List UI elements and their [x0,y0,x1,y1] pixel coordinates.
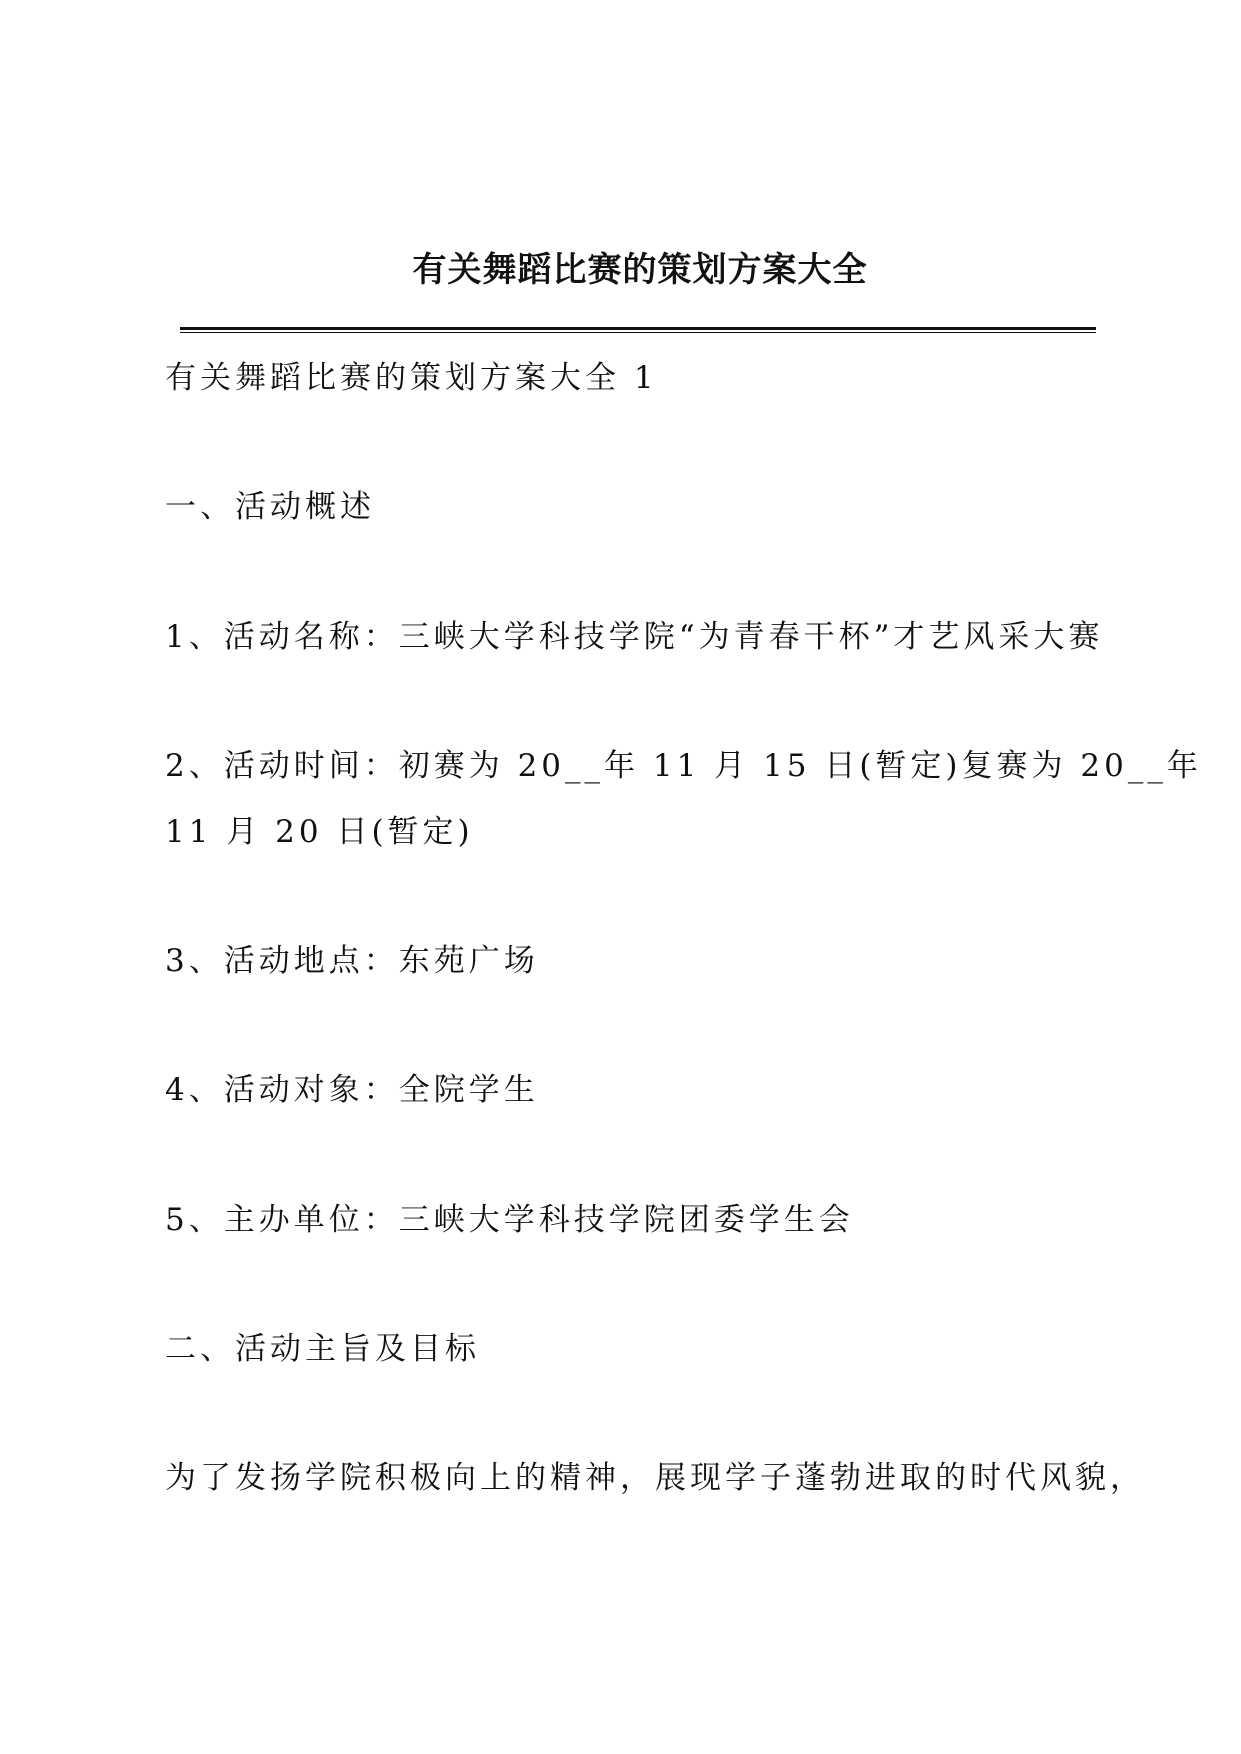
section-subtitle: 有关舞蹈比赛的策划方案大全 1 [165,360,658,396]
list-item-activity-location: 3、活动地点：东苑广场 [165,943,539,979]
divider-thin-line [180,332,1096,333]
list-item-activity-name: 1、活动名称：三峡大学科技学院“为青春干杯”才艺风采大赛 [165,619,1104,655]
list-item-organizer: 5、主办单位：三峡大学科技学院团委学生会 [165,1202,854,1238]
section-heading-goals: 二、活动主旨及目标 [165,1331,480,1367]
divider-thick-line [180,327,1096,330]
list-item-activity-audience: 4、活动对象：全院学生 [165,1072,539,1108]
list-item-activity-time-line-2: 11 月 20 日(暂定) [165,814,474,850]
document-title: 有关舞蹈比赛的策划方案大全 [412,250,868,290]
title-divider [180,327,1096,333]
list-item-activity-time-line-1: 2、活动时间：初赛为 20__年 11 月 15 日(暂定)复赛为 20__年 [165,748,1202,784]
section-heading-overview: 一、活动概述 [165,489,375,525]
body-paragraph: 为了发扬学院积极向上的精神，展现学子蓬勃进取的时代风貌， [165,1460,1145,1496]
